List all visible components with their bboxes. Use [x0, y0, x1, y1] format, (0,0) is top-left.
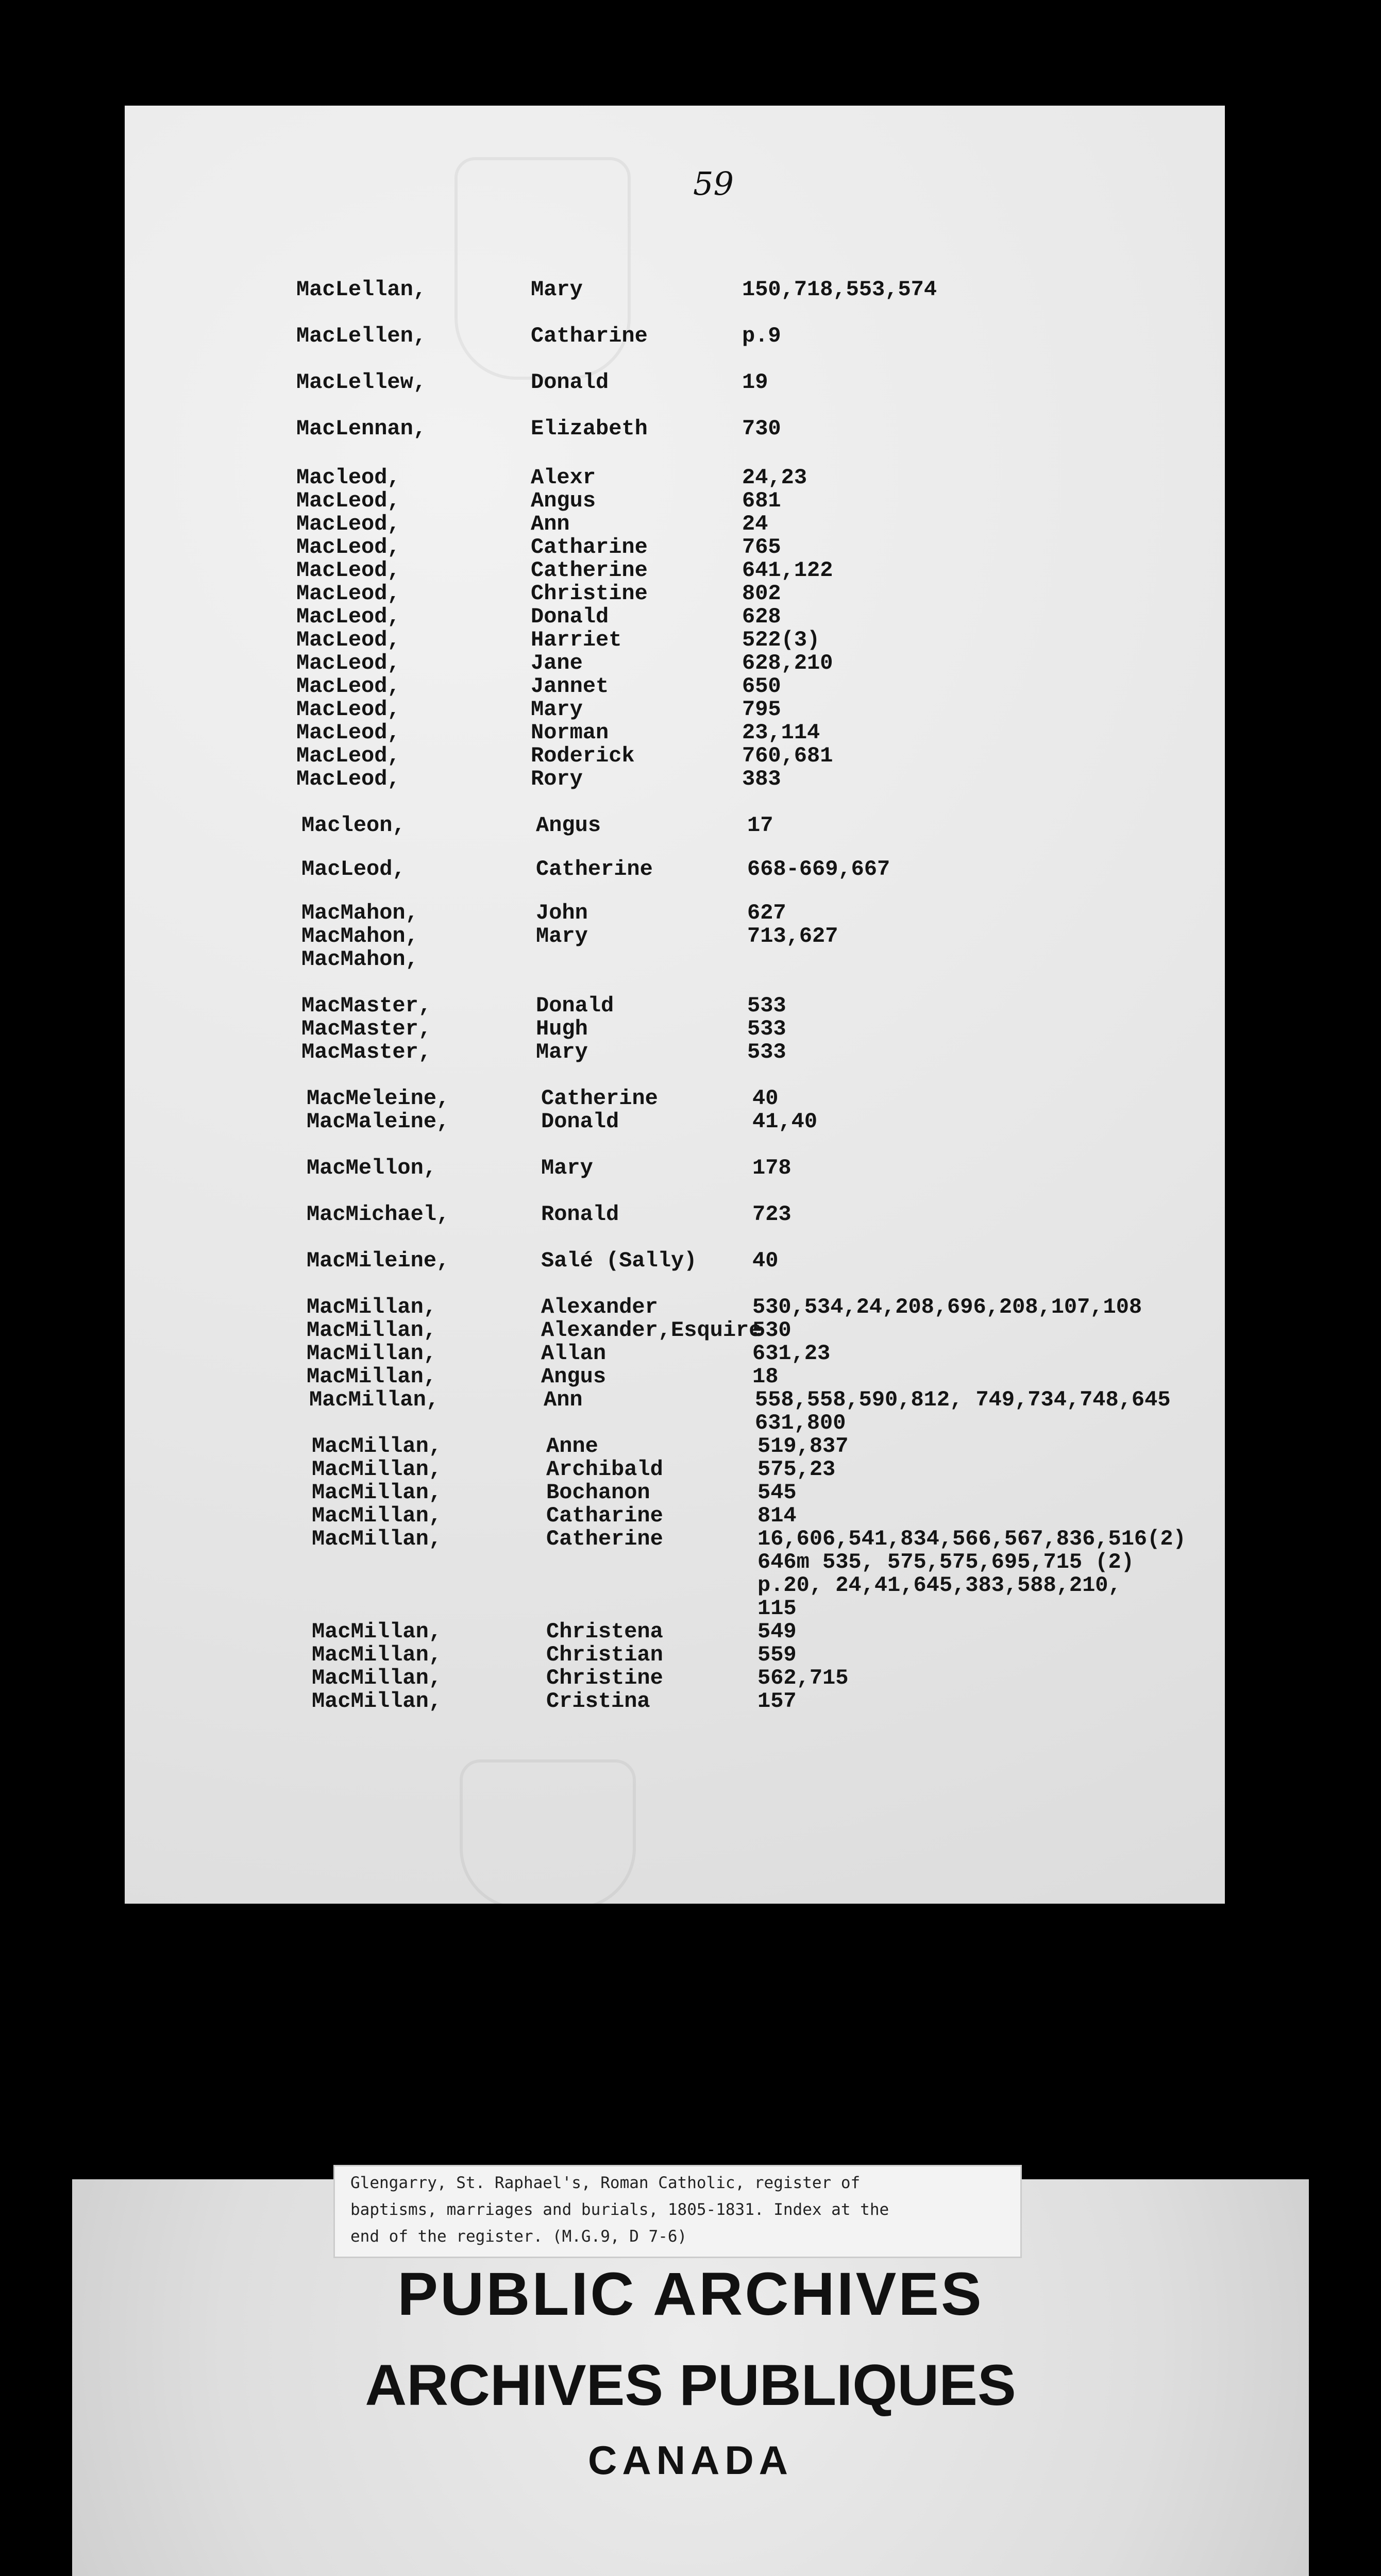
- label-country: CANADA: [588, 2437, 793, 2483]
- page-refs: 641,122: [742, 558, 833, 583]
- note-line-1: Glengarry, St. Raphael's, Roman Catholic, register of: [350, 2174, 861, 2192]
- surname: MacMillan,: [312, 1689, 442, 1714]
- given-name: John: [536, 901, 588, 925]
- surname: MacMileine,: [307, 1248, 450, 1273]
- given-name: Harriet: [531, 628, 622, 652]
- given-name: Anne: [546, 1434, 598, 1459]
- given-name: Bochanon: [546, 1480, 650, 1505]
- given-name: Catherine: [531, 558, 648, 583]
- page-refs: 533: [747, 1040, 786, 1064]
- surname: MacLeod,: [296, 581, 400, 606]
- page-refs: 559: [757, 1642, 797, 1667]
- surname: MacMellon,: [307, 1156, 437, 1180]
- note-line-3: end of the register. (M.G.9, D 7-6): [350, 2227, 687, 2246]
- page-refs: 765: [742, 535, 781, 560]
- surname: MacLeod,: [301, 857, 406, 882]
- surname: MacLeod,: [296, 535, 400, 560]
- label-title-en: PUBLIC ARCHIVES: [397, 2260, 984, 2328]
- page-refs: 730: [742, 416, 781, 441]
- given-name: Ann: [531, 512, 570, 536]
- surname: MacLeod,: [296, 512, 400, 536]
- surname: MacMaster,: [301, 1016, 432, 1041]
- document-page: [125, 106, 1225, 1904]
- page-refs: 575,23: [757, 1457, 836, 1482]
- page-refs: 646m 535, 575,575,695,715 (2): [757, 1550, 1134, 1574]
- given-name: Christine: [531, 581, 648, 606]
- surname: MacMillan,: [312, 1666, 442, 1690]
- surname: MacMaleine,: [307, 1109, 450, 1134]
- page-refs: 549: [757, 1619, 797, 1644]
- given-name: Alexr: [531, 465, 596, 490]
- surname: MacLellan,: [296, 277, 427, 302]
- given-name: Mary: [536, 924, 588, 948]
- surname: MacLennan,: [296, 416, 427, 441]
- page-refs: 24: [742, 512, 768, 536]
- label-title-fr: ARCHIVES PUBLIQUES: [365, 2353, 1016, 2417]
- given-name: Donald: [541, 1109, 619, 1134]
- surname: MacLeod,: [296, 628, 400, 652]
- page-refs: 760,681: [742, 743, 833, 768]
- surname: MacMahon,: [301, 947, 418, 972]
- given-name: Ronald: [541, 1202, 619, 1227]
- page-refs: 157: [757, 1689, 797, 1714]
- surname: MacLeod,: [296, 767, 400, 791]
- page-refs: 545: [757, 1480, 797, 1505]
- given-name: Mary: [536, 1040, 588, 1064]
- page-refs: 562,715: [757, 1666, 849, 1690]
- surname: MacMichael,: [307, 1202, 450, 1227]
- label-note: [335, 2166, 1020, 2257]
- page-refs: p.9: [742, 324, 781, 348]
- surname: MacMillan,: [312, 1457, 442, 1482]
- surname: MacMahon,: [301, 901, 418, 925]
- page-refs: 795: [742, 697, 781, 722]
- page-refs: p.20, 24,41,645,383,588,210,: [757, 1573, 1121, 1598]
- surname: MacMillan,: [307, 1318, 437, 1343]
- page-refs: 802: [742, 581, 781, 606]
- surname: MacMaster,: [301, 1040, 432, 1064]
- surname: MacLeod,: [296, 697, 400, 722]
- given-name: Allan: [541, 1341, 607, 1366]
- note-line-2: baptisms, marriages and burials, 1805-1831. Index at the: [350, 2200, 889, 2219]
- page-refs: 17: [747, 813, 773, 838]
- given-name: Angus: [531, 488, 596, 513]
- page-refs: 628: [742, 604, 781, 629]
- surname: MacMaster,: [301, 993, 432, 1018]
- surname: MacMillan,: [307, 1295, 437, 1319]
- given-name: Christian: [546, 1642, 663, 1667]
- surname: MacLellen,: [296, 324, 427, 348]
- given-name: Alexander,Esquire: [541, 1318, 762, 1343]
- given-name: Alexander: [541, 1295, 658, 1319]
- page-refs: 18: [752, 1364, 779, 1389]
- given-name: Catharine: [546, 1503, 663, 1528]
- surname: MacMillan,: [312, 1642, 442, 1667]
- page-refs: 681: [742, 488, 781, 513]
- page-refs: 40: [752, 1248, 779, 1273]
- given-name: Jane: [531, 651, 583, 675]
- page-refs: 530: [752, 1318, 791, 1343]
- page-refs: 16,606,541,834,566,567,836,516(2): [757, 1527, 1186, 1551]
- surname: MacMillan,: [307, 1341, 437, 1366]
- given-name: Ann: [544, 1387, 583, 1412]
- page-refs: 40: [752, 1086, 779, 1111]
- page-number: 59: [693, 165, 734, 202]
- given-name: Catharine: [531, 535, 648, 560]
- given-name: Rory: [531, 767, 583, 791]
- page-refs: 627: [747, 901, 786, 925]
- given-name: Christena: [546, 1619, 663, 1644]
- given-name: Jannet: [531, 674, 609, 699]
- surname: MacMillan,: [312, 1619, 442, 1644]
- surname: Macleon,: [301, 813, 406, 838]
- surname: MacMillan,: [312, 1527, 442, 1551]
- surname: MacMillan,: [309, 1387, 440, 1412]
- page-refs: 628,210: [742, 651, 833, 675]
- surname: MacMillan,: [312, 1503, 442, 1528]
- page-refs: 150,718,553,574: [742, 277, 937, 302]
- page-refs: 533: [747, 1016, 786, 1041]
- page-refs: 41,40: [752, 1109, 818, 1134]
- page-refs: 383: [742, 767, 781, 791]
- given-name: Archibald: [546, 1457, 663, 1482]
- page-refs: 650: [742, 674, 781, 699]
- given-name: Salé (Sally): [541, 1248, 697, 1273]
- given-name: Catherine: [546, 1527, 663, 1551]
- given-name: Catherine: [541, 1086, 658, 1111]
- page-refs: 668-669,667: [747, 857, 890, 882]
- given-name: Catharine: [531, 324, 648, 348]
- page-refs: 23,114: [742, 720, 820, 745]
- page-refs: 533: [747, 993, 786, 1018]
- surname: MacMillan,: [307, 1364, 437, 1389]
- page-refs: 631,23: [752, 1341, 831, 1366]
- surname: MacLellew,: [296, 370, 427, 395]
- given-name: Norman: [531, 720, 609, 745]
- surname: MacMillan,: [312, 1480, 442, 1505]
- surname: MacLeod,: [296, 604, 400, 629]
- given-name: Catherine: [536, 857, 653, 882]
- given-name: Elizabeth: [531, 416, 648, 441]
- surname: MacMillan,: [312, 1434, 442, 1459]
- page-refs: 723: [752, 1202, 791, 1227]
- given-name: Christine: [546, 1666, 663, 1690]
- given-name: Roderick: [531, 743, 635, 768]
- page-refs: 24,23: [742, 465, 807, 490]
- given-name: Donald: [531, 604, 609, 629]
- given-name: Donald: [531, 370, 609, 395]
- page-refs: 631,800: [755, 1411, 846, 1435]
- given-name: Mary: [531, 697, 583, 722]
- page-refs: 814: [757, 1503, 797, 1528]
- given-name: Angus: [541, 1364, 607, 1389]
- page-refs: 19: [742, 370, 768, 395]
- page-refs: 178: [752, 1156, 791, 1180]
- surname: MacLeod,: [296, 720, 400, 745]
- given-name: Mary: [531, 277, 583, 302]
- given-name: Mary: [541, 1156, 593, 1180]
- given-name: Cristina: [546, 1689, 650, 1714]
- given-name: Angus: [536, 813, 601, 838]
- page-refs: 522(3): [742, 628, 820, 652]
- surname: MacLeod,: [296, 488, 400, 513]
- surname: MacMeleine,: [307, 1086, 450, 1111]
- watermark-seal-bottom: [460, 1759, 636, 1910]
- surname: MacLeod,: [296, 651, 400, 675]
- surname: Macleod,: [296, 465, 400, 490]
- given-name: Hugh: [536, 1016, 588, 1041]
- page-refs: 519,837: [757, 1434, 849, 1459]
- page-refs: 558,558,590,812, 749,734,748,645: [755, 1387, 1171, 1412]
- surname: MacLeod,: [296, 743, 400, 768]
- page-refs: 115: [757, 1596, 797, 1621]
- surname: MacLeod,: [296, 558, 400, 583]
- surname: MacMahon,: [301, 924, 418, 948]
- surname: MacLeod,: [296, 674, 400, 699]
- page-refs: 530,534,24,208,696,208,107,108: [752, 1295, 1142, 1319]
- given-name: Donald: [536, 993, 614, 1018]
- page-refs: 713,627: [747, 924, 838, 948]
